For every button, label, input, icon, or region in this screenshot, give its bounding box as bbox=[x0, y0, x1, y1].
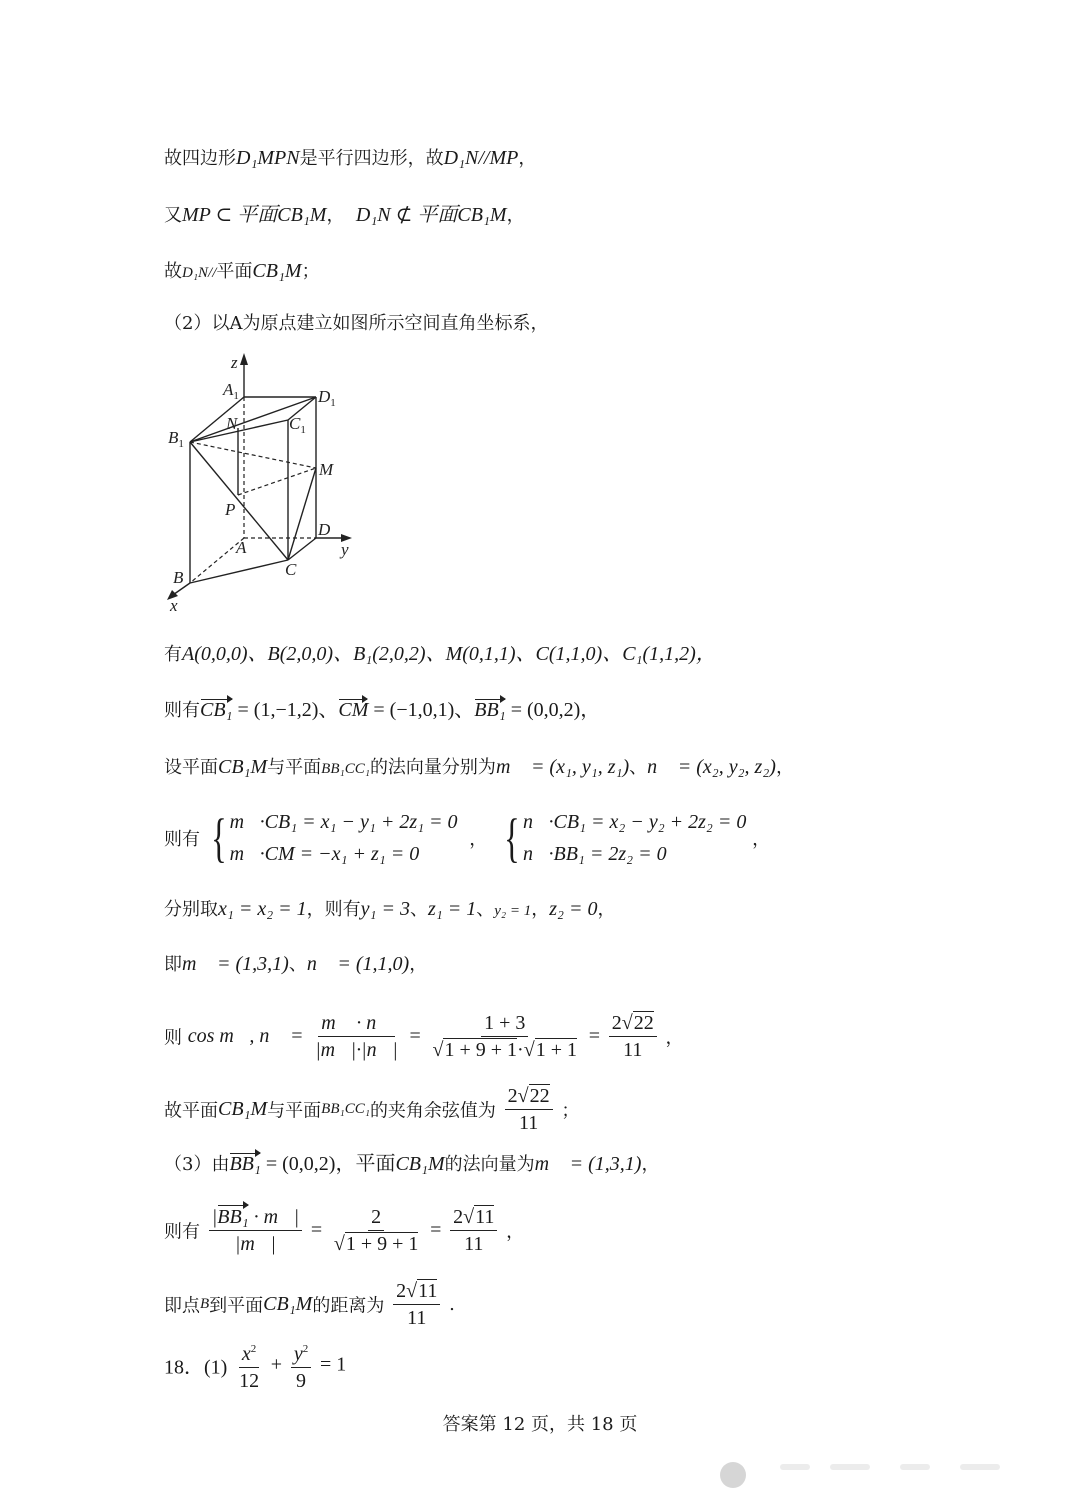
label-N: N bbox=[226, 414, 238, 433]
label-D: D bbox=[318, 520, 331, 539]
text-line-vectors: 则有CB₁ = (1,−1,2)、CM = (−1,0,1)、BB₁ = (0,0,2)， bbox=[164, 699, 601, 721]
text-line-normal-vectors: 设平面CB₁M与平面BB₁CC₁的法向量分别为m⃗ = (x₁, y₁, z₁)、n⃗ = (x₂, y₂, z₂)， bbox=[164, 756, 794, 778]
text-line-parallelogram: 故四边形D₁MPN是平行四边形，故D₁N//MP， bbox=[164, 147, 537, 169]
text-line-cosine-calc: 则 cos m⃗, n⃗ = $\frac{m⃗ \cdot n⃗}{|m⃗|\cdot|n⃗|}$ = $\frac{1 + 3}{√1 + 9 + 1\cdot√1 + 1}$ = $\frac{2√22}{11}$ ， bbox=[164, 1012, 684, 1061]
label-A: A bbox=[236, 538, 247, 557]
label-C: C bbox=[285, 560, 297, 579]
text-line-points: 有A(0,0,0)、B(2,0,0)、B₁(2,0,2)、M(0,1,1)、C(1,1,0)、C₁(1,1,2)， bbox=[164, 643, 716, 665]
watermark bbox=[720, 1462, 1020, 1472]
label-D1: $D_1$ bbox=[318, 387, 336, 409]
text-line-cosine-conclusion: 故平面CB₁M与平面BB₁CC₁的夹角余弦值为 $\frac{2√22}{11}$ ； bbox=[164, 1085, 580, 1134]
text-line-conclusion-1: 故D₁N//平面CB₁M； bbox=[164, 260, 320, 282]
label-x: x bbox=[170, 596, 178, 615]
text-line-distance-conclusion: 即点B到平面CB₁M的距离为 $\frac{2√11}{11}$ . bbox=[164, 1280, 455, 1329]
label-M: M bbox=[319, 460, 334, 479]
label-P: P bbox=[225, 500, 236, 519]
text-line-q18-answer: 18．(1) $\frac{x^2}{12}$ + $\frac{y^2}{9}$ = 1 bbox=[164, 1336, 346, 1394]
text-line-choose-values: 分别取x₁ = x₂ = 1，则有y₁ = 3、z₁ = 1、y₂ = 1，z₂ = 0， bbox=[164, 898, 616, 920]
label-B: B bbox=[173, 568, 184, 587]
label-B1: $B_1$ bbox=[168, 428, 184, 450]
watermark-logo-icon bbox=[720, 1462, 746, 1488]
equation-system-n: { n⃗·CB₁ = x₂ − y₂ + 2z₂ = 0 n⃗·BB₁ = 2z₂ = 0 bbox=[504, 808, 747, 868]
label-C1: $C_1$ bbox=[289, 414, 306, 436]
text-line-equation-systems: 则有 { m⃗·CB₁ = x₁ − y₁ + 2z₁ = 0 m⃗·CM = −x₁ + z₁ = 0 ， { n⃗·CB₁ = x₂ − y₂ + 2z₂ = 0 n⃗·BB₁ = 2z₂ = 0 ， bbox=[164, 808, 771, 868]
label-y: y bbox=[341, 540, 349, 559]
text-line-part2-intro: （2）以A为原点建立如图所示空间直角坐标系， bbox=[164, 313, 549, 334]
prism-diagram bbox=[155, 345, 375, 615]
page-footer: 答案第 12 页，共 18 页 bbox=[442, 1414, 638, 1435]
label-z: z bbox=[231, 353, 238, 372]
label-A1: $A_1$ bbox=[223, 380, 239, 402]
equation-system-m: { m⃗·CB₁ = x₁ − y₁ + 2z₁ = 0 m⃗·CM = −x₁ + z₁ = 0 bbox=[210, 808, 458, 868]
text-line-subset: 又MP ⊂ 平面CB₁M， D₁N ⊄ 平面CB₁M， bbox=[164, 204, 525, 226]
text-line-distance-calc: 则有 $\frac{\text{|BB₁ · m⃗|}}{|m⃗|}$ = $\frac{2}{√1 + 9 + 1}$ = $\frac{2√11}{11}$ ， bbox=[164, 1206, 525, 1255]
text-line-part3-intro: （3）由BB₁ = (0,0,2)，平面CB₁M的法向量为m⃗ = (1,3,1)， bbox=[164, 1153, 660, 1175]
prism-coordinate-figure bbox=[155, 345, 375, 615]
text-line-vector-results: 即m⃗ = (1,3,1)、n⃗ = (1,1,0)， bbox=[164, 953, 428, 975]
